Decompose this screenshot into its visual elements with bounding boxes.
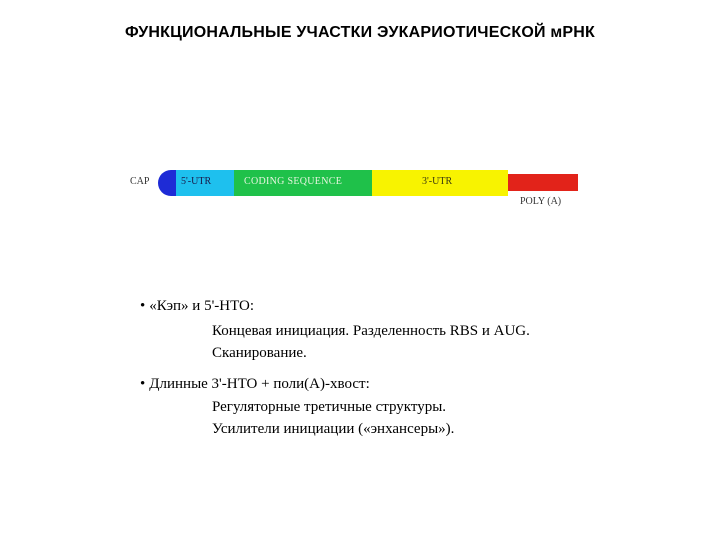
bullet-detail: Концевая инициация. Разделенность RBS и AUG. <box>212 323 530 339</box>
bullet-detail: Регуляторные третичные структуры. <box>212 399 447 415</box>
cap-label: CAP <box>130 176 150 187</box>
bullet-detail: Сканирование. <box>212 345 307 361</box>
bullet-heading-cap-5utr <box>140 298 254 315</box>
utr3-label: 3'-UTR <box>422 176 453 187</box>
bullet-heading-text: «Кэп» и 5'-НТО: <box>149 298 255 314</box>
utr5-label: 5'-UTR <box>181 176 212 187</box>
bullet-heading-3utr-polya <box>140 376 370 393</box>
bullet-marker: • <box>140 298 146 314</box>
poly-a-label: POLY (A) <box>520 196 562 207</box>
coding-sequence-label: CODING SEQUENCE <box>244 176 343 187</box>
bullet-heading-text: Длинные 3'-НТО + поли(А)-хвост: <box>149 376 370 392</box>
bullet-detail: Усилители инициации («энхансеры»). <box>212 421 455 437</box>
bullet-marker: • <box>140 376 146 392</box>
slide-title: ФУНКЦИОНАЛЬНЫЕ УЧАСТКИ ЭУКАРИОТИЧЕСКОЙ мРНК <box>125 24 595 41</box>
